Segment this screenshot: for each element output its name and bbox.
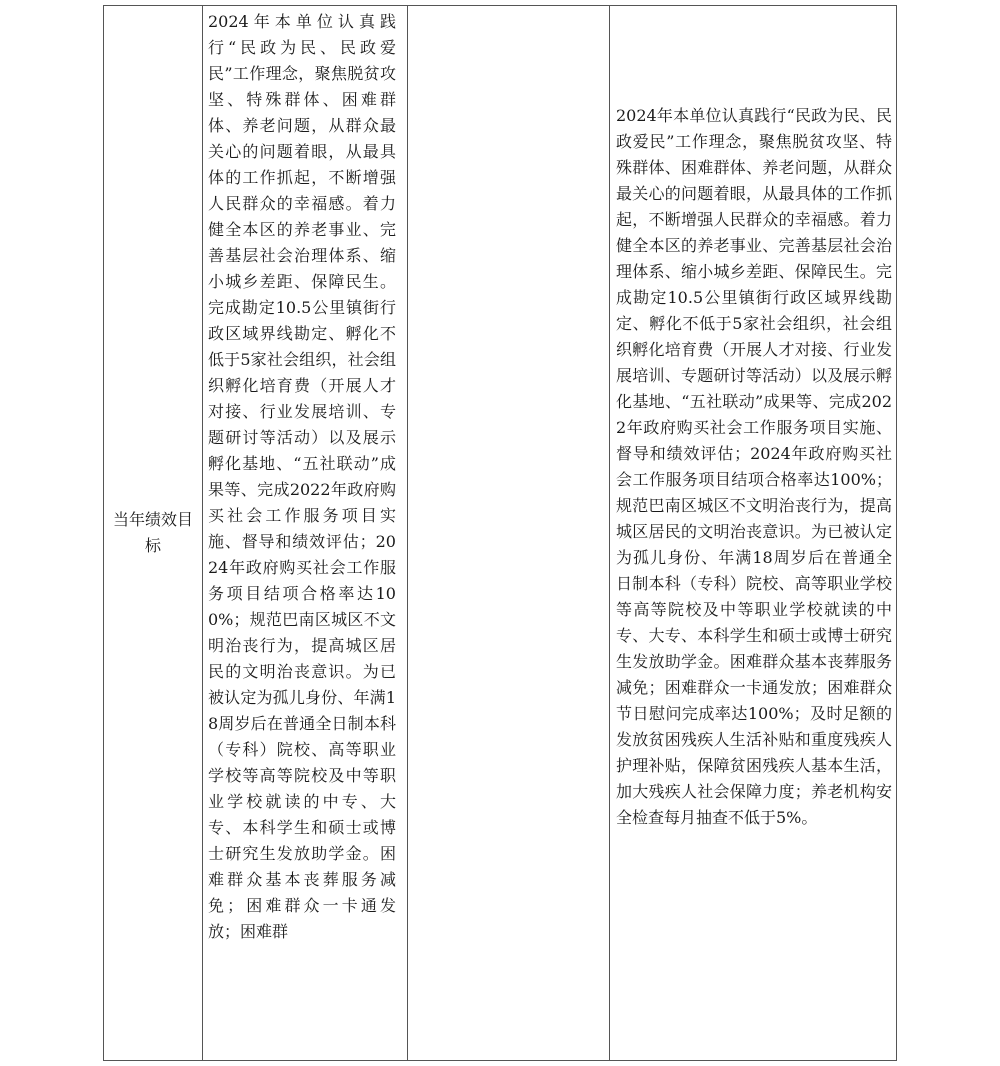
row-label: 当年绩效目标 (112, 510, 193, 555)
column-divider-1 (202, 5, 203, 1061)
goal-text-wide: 2024年本单位认真践行“民政为民、民政爱民”工作理念，聚焦脱贫攻坚、特殊群体、困难群体、养老问题，从群众最关心的问题着眼，从最具体的工作抓起，不断增强人民群众的幸福感。着力健全本区的养老事业、完善基层社会治理体系、缩小城乡差距、保障民生。完成勘定10.5公里镇街行政区域界线勘定、孵化不低于5家社会组织，社会组织孵化培育费（开展人才对接、行业发展培训、专题研讨等活动）以及展示孵化基地、“五社联动”成果等、完成2022年政府购买社会工作服务项目实施、督导和绩效评估；2024年政府购买社会工作服务项目结项合格率达100%；规范巴南区城区不文明治丧行为，提高城区居民的文明治丧意识。为已被认定为孤儿身份、年满18周岁后在普通全日制本科（专科）院校、高等职业学校等高等院校及中等职业学校就读的中专、大专、本科学生和硕士或博士研究生发放助学金。困难群众基本丧葬服务减免；困难群众一卡通发放；困难群众节日慰问完成率达100%；及时足额的发放贫困残疾人生活补贴和重度残疾人护理补贴，保障贫困残疾人基本生活，加大残疾人社会保障力度；养老机构安全检查每月抽查不低于5%。 (616, 106, 892, 827)
goal-text-cell-wide (610, 5, 895, 1061)
goal-text-narrow: 2024年本单位认真践行“民政为民、民政爱民”工作理念，聚焦脱贫攻坚、特殊群体、困难群体、养老问题，从群众最关心的问题着眼，从最具体的工作抓起，不断增强人民群众的幸福感。着力健全本区的养老事业、完善基层社会治理体系、缩小城乡差距、保障民生。完成勘定10.5公里镇街行政区域界线勘定、孵化不低于5家社会组织，社会组织孵化培育费（开展人才对接、行业发展培训、专题研讨等活动）以及展示孵化基地、“五社联动”成果等、完成2022年政府购买社会工作服务项目实施、督导和绩效评估；2024年政府购买社会工作服务项目结项合格率达100%；规范巴南区城区不文明治丧行为，提高城区居民的文明治丧意识。为已被认定为孤儿身份、年满18周岁后在普通全日制本科（专科）院校、高等职业学校等高等院校及中等职业学校就读的中专、大专、本科学生和硕士或博士研究生发放助学金。困难群众基本丧葬服务减免；困难群众一卡通发放；困难群 (208, 12, 396, 941)
row-label-cell (104, 5, 202, 1061)
table-right-border (896, 5, 897, 1061)
empty-cell (408, 5, 609, 1061)
goal-text-cell-narrow (204, 5, 407, 1061)
performance-goal-table (103, 5, 897, 1061)
